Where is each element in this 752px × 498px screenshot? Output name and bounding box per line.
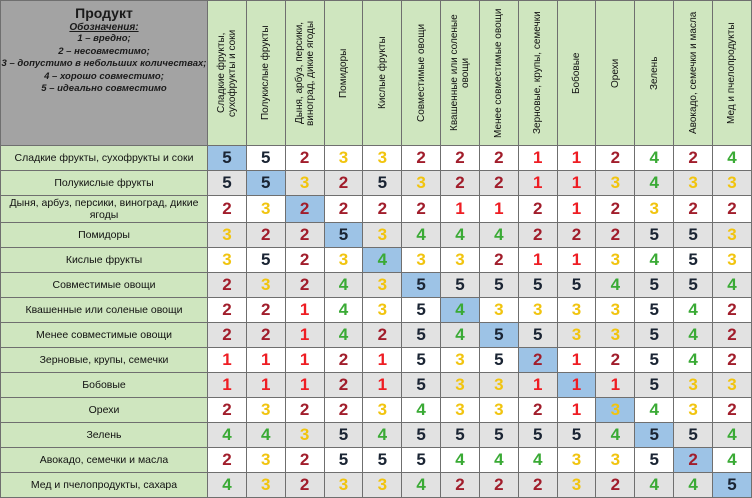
table-row: [1, 423, 752, 448]
rating-cell: 3: [208, 248, 247, 273]
rating-cell: 3: [285, 171, 324, 196]
rating-cell: 2: [518, 348, 557, 373]
rating-cell: 2: [324, 171, 363, 196]
rating-cell: 4: [208, 473, 247, 498]
rating-cell: 2: [596, 146, 635, 171]
rating-cell: 2: [285, 196, 324, 223]
rating-cell: 1: [557, 171, 596, 196]
column-header: Бобовые: [557, 1, 596, 146]
rating-cell: 3: [402, 248, 441, 273]
column-header: Зерновые, крупы, семечки: [518, 1, 557, 146]
rating-cell: 5: [674, 273, 713, 298]
rating-cell: 5: [246, 171, 285, 196]
rating-cell: 5: [363, 171, 402, 196]
corner-legend: [1, 1, 208, 146]
rating-cell: 5: [246, 146, 285, 171]
rating-cell: 2: [479, 473, 518, 498]
rating-cell: 4: [246, 423, 285, 448]
rating-cell: 5: [402, 373, 441, 398]
rating-cell: 3: [712, 223, 751, 248]
rating-cell: 5: [635, 348, 674, 373]
rating-cell: 2: [712, 323, 751, 348]
rating-cell: 2: [518, 473, 557, 498]
rating-cell: 5: [246, 248, 285, 273]
rating-cell: 2: [324, 398, 363, 423]
rating-cell: 3: [557, 298, 596, 323]
rating-cell: 5: [324, 448, 363, 473]
rating-cell: 5: [208, 171, 247, 196]
rating-cell: 5: [363, 448, 402, 473]
rating-cell: 2: [712, 348, 751, 373]
rating-cell: 1: [557, 248, 596, 273]
rating-cell: 3: [246, 473, 285, 498]
rating-cell: 3: [674, 398, 713, 423]
rating-cell: 3: [363, 298, 402, 323]
rating-cell: 2: [246, 223, 285, 248]
column-header: Мед и пчелопродукты: [712, 1, 751, 146]
rating-cell: 2: [674, 196, 713, 223]
rating-cell: 3: [596, 323, 635, 348]
rating-cell: 2: [208, 448, 247, 473]
rating-cell: 2: [285, 146, 324, 171]
rating-cell: 1: [518, 248, 557, 273]
rating-cell: 4: [324, 323, 363, 348]
rating-cell: 2: [208, 323, 247, 348]
rating-cell: 4: [441, 448, 480, 473]
rating-cell: 4: [363, 248, 402, 273]
table-row: [1, 373, 752, 398]
row-header: Авокадо, семечки и масла: [1, 448, 208, 473]
rating-cell: 5: [479, 323, 518, 348]
legend-line: 3 – допустимо в небольших количествах;: [1, 58, 207, 69]
rating-cell: 1: [557, 348, 596, 373]
rating-cell: 2: [596, 223, 635, 248]
rating-cell: 4: [208, 423, 247, 448]
rating-cell: 2: [402, 196, 441, 223]
rating-cell: 5: [324, 223, 363, 248]
rating-cell: 3: [285, 423, 324, 448]
rating-cell: 3: [441, 348, 480, 373]
rating-cell: 2: [479, 171, 518, 196]
rating-cell: 1: [208, 348, 247, 373]
rating-cell: 4: [441, 298, 480, 323]
rating-cell: 4: [635, 146, 674, 171]
rating-cell: 4: [324, 298, 363, 323]
row-header: Бобовые: [1, 373, 208, 398]
rating-cell: 5: [635, 448, 674, 473]
table-row: [1, 298, 752, 323]
rating-cell: 4: [441, 223, 480, 248]
rating-cell: 2: [208, 196, 247, 223]
rating-cell: 5: [674, 223, 713, 248]
rating-cell: 2: [557, 223, 596, 248]
rating-cell: 2: [324, 373, 363, 398]
rating-cell: 1: [557, 146, 596, 171]
rating-cell: 1: [285, 323, 324, 348]
rating-cell: 5: [518, 423, 557, 448]
column-header: Дыня, арбуз, персики, виноград, дикие ягоды: [285, 1, 324, 146]
rating-cell: 2: [285, 248, 324, 273]
rating-cell: 2: [324, 348, 363, 373]
rating-cell: 5: [324, 423, 363, 448]
row-header: Зерновые, крупы, семечки: [1, 348, 208, 373]
rating-cell: 5: [635, 223, 674, 248]
rating-cell: 4: [402, 398, 441, 423]
rating-cell: 4: [441, 323, 480, 348]
rating-cell: 1: [285, 373, 324, 398]
rating-cell: 5: [402, 298, 441, 323]
rating-cell: 5: [479, 348, 518, 373]
rating-cell: 4: [674, 348, 713, 373]
rating-cell: 3: [712, 248, 751, 273]
column-header: Орехи: [596, 1, 635, 146]
rating-cell: 3: [324, 248, 363, 273]
row-header: Орехи: [1, 398, 208, 423]
rating-cell: 4: [324, 273, 363, 298]
rating-cell: 3: [363, 473, 402, 498]
rating-cell: 2: [674, 448, 713, 473]
rating-cell: 2: [402, 146, 441, 171]
rating-cell: 4: [635, 473, 674, 498]
rating-cell: 3: [246, 273, 285, 298]
rating-cell: 4: [402, 473, 441, 498]
rating-cell: 3: [324, 146, 363, 171]
rating-cell: 2: [596, 473, 635, 498]
rating-cell: 2: [596, 196, 635, 223]
rating-cell: 3: [363, 223, 402, 248]
rating-cell: 1: [557, 373, 596, 398]
rating-cell: 1: [208, 373, 247, 398]
rating-cell: 3: [246, 448, 285, 473]
row-header: Полукислые фрукты: [1, 171, 208, 196]
rating-cell: 4: [712, 273, 751, 298]
rating-cell: 2: [246, 298, 285, 323]
rating-cell: 3: [479, 298, 518, 323]
rating-cell: 3: [635, 196, 674, 223]
rating-cell: 5: [208, 146, 247, 171]
column-header: Помидоры: [324, 1, 363, 146]
rating-cell: 2: [208, 298, 247, 323]
table-row: [1, 323, 752, 348]
rating-cell: 1: [246, 373, 285, 398]
rating-cell: 5: [402, 448, 441, 473]
rating-cell: 1: [518, 373, 557, 398]
column-header: Квашенные или соленые овощи: [441, 1, 480, 146]
rating-cell: 3: [557, 473, 596, 498]
rating-cell: 4: [363, 423, 402, 448]
table-row: [1, 248, 752, 273]
rating-cell: 3: [479, 398, 518, 423]
rating-cell: 5: [635, 323, 674, 348]
rating-cell: 4: [674, 298, 713, 323]
rating-cell: 1: [441, 196, 480, 223]
column-header: Совместимые овощи: [402, 1, 441, 146]
rating-cell: 2: [285, 273, 324, 298]
table-row: [1, 273, 752, 298]
rating-cell: 5: [635, 373, 674, 398]
rating-cell: 1: [363, 348, 402, 373]
rating-cell: 2: [712, 298, 751, 323]
rating-cell: 5: [441, 273, 480, 298]
rating-cell: 2: [441, 171, 480, 196]
rating-cell: 4: [635, 398, 674, 423]
rating-cell: 5: [635, 423, 674, 448]
rating-cell: 4: [596, 423, 635, 448]
rating-cell: 2: [479, 146, 518, 171]
rating-cell: 3: [518, 298, 557, 323]
rating-cell: 3: [596, 171, 635, 196]
table-row: [1, 448, 752, 473]
column-header: Сладкие фрукты, сухофрукты и соки: [208, 1, 247, 146]
rating-cell: 4: [712, 448, 751, 473]
rating-cell: 3: [596, 248, 635, 273]
rating-cell: 1: [557, 196, 596, 223]
rating-cell: 3: [557, 448, 596, 473]
rating-cell: 1: [518, 171, 557, 196]
rating-cell: 4: [596, 273, 635, 298]
row-header: Дыня, арбуз, персики, виноград, дикие ягоды: [1, 196, 208, 223]
rating-cell: 2: [324, 196, 363, 223]
row-header: Совместимые овощи: [1, 273, 208, 298]
rating-cell: 2: [363, 196, 402, 223]
rating-cell: 5: [557, 273, 596, 298]
column-header: Кислые фрукты: [363, 1, 402, 146]
table-title: Продукт: [75, 5, 133, 21]
rating-cell: 2: [441, 146, 480, 171]
rating-cell: 5: [674, 248, 713, 273]
rating-cell: 1: [479, 196, 518, 223]
rating-cell: 4: [518, 448, 557, 473]
rating-cell: 2: [596, 348, 635, 373]
rating-cell: 5: [402, 348, 441, 373]
rating-cell: 1: [246, 348, 285, 373]
rating-cell: 2: [712, 398, 751, 423]
rating-cell: 3: [479, 373, 518, 398]
rating-cell: 3: [674, 171, 713, 196]
rating-cell: 2: [208, 398, 247, 423]
rating-cell: 5: [402, 273, 441, 298]
rating-cell: 3: [208, 223, 247, 248]
rating-cell: 3: [363, 273, 402, 298]
rating-cell: 3: [246, 196, 285, 223]
row-header: Зелень: [1, 423, 208, 448]
rating-cell: 3: [557, 323, 596, 348]
rating-cell: 5: [518, 273, 557, 298]
table-row: [1, 473, 752, 498]
legend-title: Обозначения:: [69, 22, 139, 33]
rating-cell: 4: [712, 146, 751, 171]
rating-cell: 2: [363, 323, 402, 348]
rating-cell: 3: [596, 398, 635, 423]
rating-cell: 3: [596, 448, 635, 473]
rating-cell: 5: [479, 273, 518, 298]
row-header: Сладкие фрукты, сухофрукты и соки: [1, 146, 208, 171]
row-header: Кислые фрукты: [1, 248, 208, 273]
header-row: [1, 1, 752, 146]
rating-cell: 4: [402, 223, 441, 248]
rating-cell: 3: [712, 171, 751, 196]
rating-cell: 1: [557, 398, 596, 423]
rating-cell: 4: [635, 248, 674, 273]
rating-cell: 1: [285, 298, 324, 323]
rating-cell: 3: [246, 398, 285, 423]
rating-cell: 4: [674, 473, 713, 498]
rating-cell: 2: [479, 248, 518, 273]
rating-cell: 3: [441, 248, 480, 273]
rating-cell: 4: [479, 448, 518, 473]
rating-cell: 5: [635, 298, 674, 323]
row-header: Помидоры: [1, 223, 208, 248]
rating-cell: 3: [402, 171, 441, 196]
rating-cell: 3: [712, 373, 751, 398]
rating-cell: 2: [518, 223, 557, 248]
rating-cell: 1: [363, 373, 402, 398]
legend-line: 2 – несовместимо;: [58, 45, 150, 57]
column-header: Авокадо, семечки и масла: [674, 1, 713, 146]
rating-cell: 2: [285, 448, 324, 473]
column-header: Зелень: [635, 1, 674, 146]
table-row: [1, 348, 752, 373]
rating-cell: 2: [285, 473, 324, 498]
rating-cell: 2: [712, 196, 751, 223]
rating-cell: 3: [441, 398, 480, 423]
rating-cell: 3: [441, 373, 480, 398]
row-header: Квашенные или соленые овощи: [1, 298, 208, 323]
rating-cell: 3: [596, 298, 635, 323]
rating-cell: 5: [479, 423, 518, 448]
table-row: [1, 196, 752, 223]
table-row: [1, 146, 752, 171]
rating-cell: 3: [324, 473, 363, 498]
rating-cell: 5: [557, 423, 596, 448]
rating-cell: 1: [518, 146, 557, 171]
column-header: Менее совместимые овощи: [479, 1, 518, 146]
rating-cell: 4: [635, 171, 674, 196]
column-header: Полукислые фрукты: [246, 1, 285, 146]
rating-cell: 5: [441, 423, 480, 448]
rating-cell: 1: [596, 373, 635, 398]
rating-cell: 2: [285, 398, 324, 423]
rating-cell: 2: [674, 146, 713, 171]
rating-cell: 3: [674, 373, 713, 398]
rating-cell: 3: [363, 398, 402, 423]
row-header: Менее совместимые овощи: [1, 323, 208, 348]
rating-cell: 2: [441, 473, 480, 498]
table-row: [1, 223, 752, 248]
rating-cell: 4: [479, 223, 518, 248]
rating-cell: 3: [363, 146, 402, 171]
rating-cell: 4: [712, 423, 751, 448]
rating-cell: 5: [518, 323, 557, 348]
legend-line: 5 – идеально совместимо: [41, 83, 167, 94]
rating-cell: 2: [208, 273, 247, 298]
rating-cell: 1: [285, 348, 324, 373]
table-row: [1, 398, 752, 423]
row-header: Мед и пчелопродукты, сахара: [1, 473, 208, 498]
legend-line: 1 – вредно;: [77, 33, 131, 44]
rating-cell: 2: [285, 223, 324, 248]
rating-cell: 5: [674, 423, 713, 448]
rating-cell: 2: [518, 398, 557, 423]
legend-line: 4 – хорошо совместимо;: [44, 70, 164, 82]
table-row: [1, 171, 752, 196]
rating-cell: 2: [246, 323, 285, 348]
rating-cell: 5: [712, 473, 751, 498]
rating-cell: 5: [402, 423, 441, 448]
rating-cell: 5: [635, 273, 674, 298]
rating-cell: 4: [674, 323, 713, 348]
rating-cell: 5: [402, 323, 441, 348]
rating-cell: 2: [518, 196, 557, 223]
